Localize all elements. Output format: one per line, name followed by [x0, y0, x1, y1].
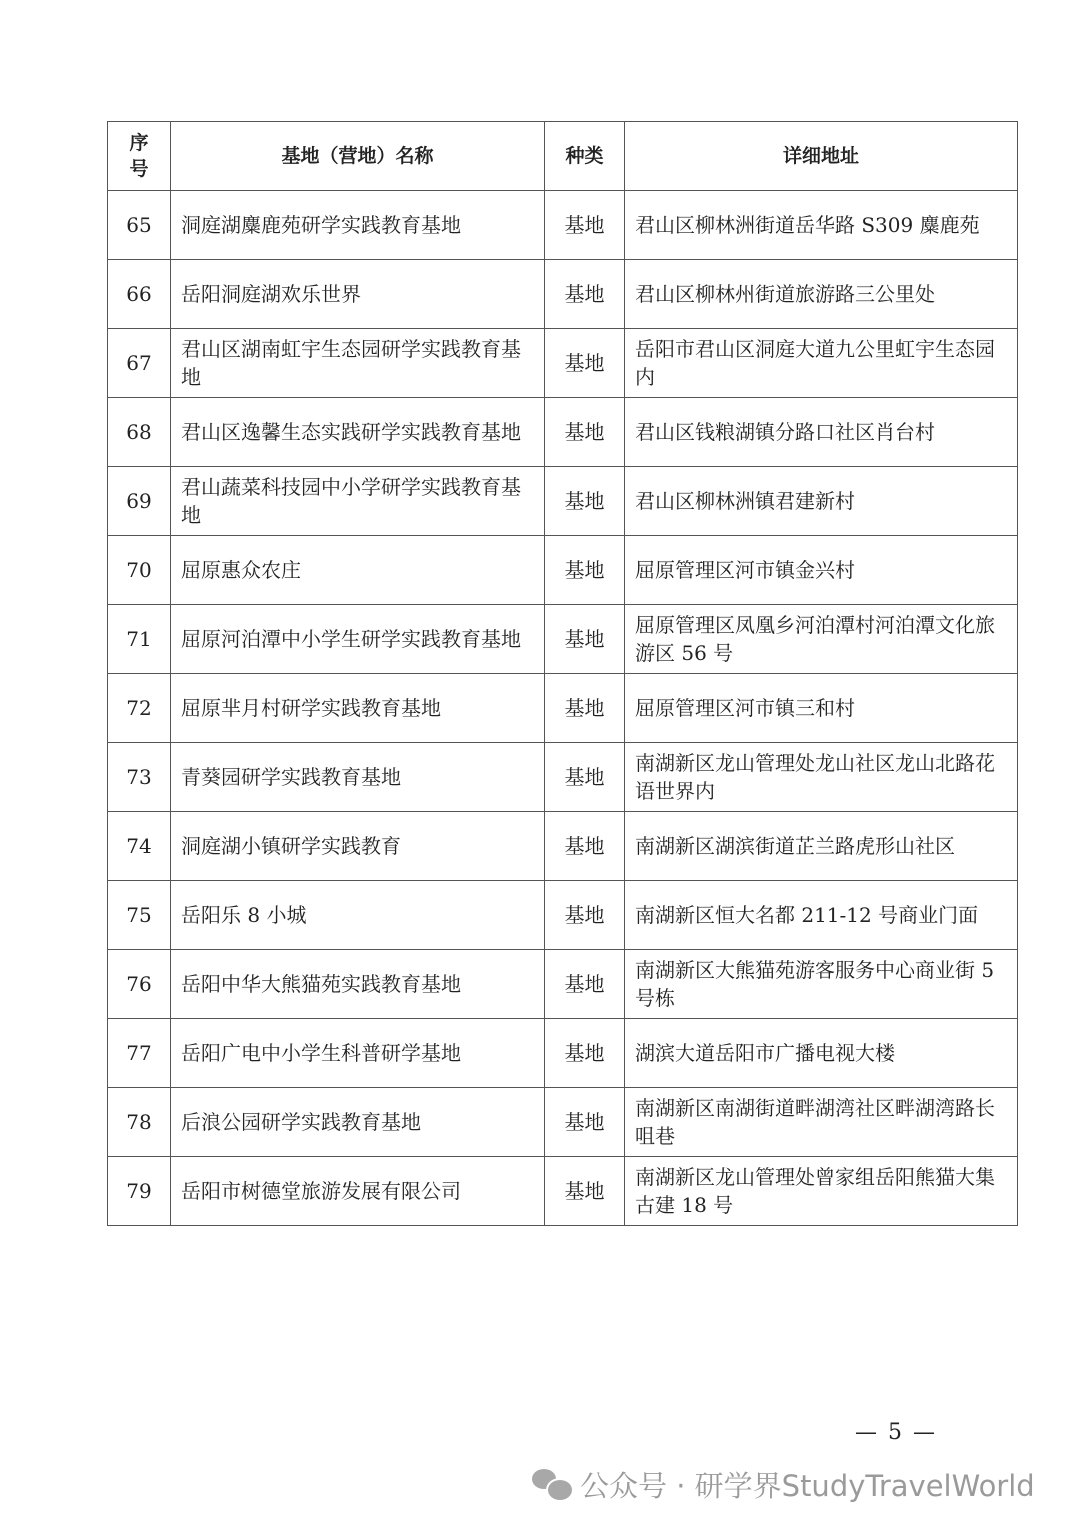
table-row: [108, 1157, 1018, 1226]
base-name: 岳阳市树德堂旅游发展有限公司: [171, 1157, 545, 1226]
row-number: 70: [108, 536, 171, 605]
table-row: [108, 743, 1018, 812]
base-name: 屈原芈月村研学实践教育基地: [171, 674, 545, 743]
base-address: 湖滨大道岳阳市广播电视大楼: [625, 1019, 1018, 1088]
row-number: 66: [108, 260, 171, 329]
row-number: 76: [108, 950, 171, 1019]
base-name: 青葵园研学实践教育基地: [171, 743, 545, 812]
base-address: 君山区柳林洲镇君建新村: [625, 467, 1018, 536]
base-name: 岳阳乐 8 小城: [171, 881, 545, 950]
base-address: 南湖新区恒大名都 211-12 号商业门面: [625, 881, 1018, 950]
header-address: 详细地址: [625, 122, 1018, 191]
row-number: 79: [108, 1157, 171, 1226]
table-row: [108, 329, 1018, 398]
base-address: 南湖新区龙山管理处曾家组岳阳熊猫大集古建 18 号: [625, 1157, 1018, 1226]
table-row: [108, 191, 1018, 260]
base-type: 基地: [545, 467, 625, 536]
table-row: [108, 398, 1018, 467]
table-row: [108, 812, 1018, 881]
header-name: 基地（营地）名称: [171, 122, 545, 191]
base-type: 基地: [545, 605, 625, 674]
base-type: 基地: [545, 191, 625, 260]
base-name: 岳阳广电中小学生科普研学基地: [171, 1019, 545, 1088]
base-type: 基地: [545, 674, 625, 743]
row-number: 71: [108, 605, 171, 674]
header-no-line2: 号: [129, 158, 149, 180]
base-type: 基地: [545, 1088, 625, 1157]
table-row: [108, 1019, 1018, 1088]
base-address: 南湖新区龙山管理处龙山社区龙山北路花语世界内: [625, 743, 1018, 812]
watermark: [532, 1464, 1035, 1504]
page-number: — 5 —: [855, 1420, 937, 1445]
base-address: 屈原管理区凤凰乡河泊潭村河泊潭文化旅游区 56 号: [625, 605, 1018, 674]
watermark-text: 公众号 · 研学界StudyTravelWorld: [580, 1468, 1035, 1503]
row-number: 78: [108, 1088, 171, 1157]
base-name: 君山区湖南虹宇生态园研学实践教育基地: [171, 329, 545, 398]
header-no: [108, 122, 171, 191]
table-row: [108, 536, 1018, 605]
base-type: 基地: [545, 743, 625, 812]
base-type: 基地: [545, 1157, 625, 1226]
base-name: 洞庭湖麋鹿苑研学实践教育基地: [171, 191, 545, 260]
base-name: 屈原河泊潭中小学生研学实践教育基地: [171, 605, 545, 674]
base-type: 基地: [545, 329, 625, 398]
base-address: 君山区柳林洲街道岳华路 S309 麋鹿苑: [625, 191, 1018, 260]
header-type: 种类: [545, 122, 625, 191]
base-type: 基地: [545, 398, 625, 467]
base-address: 屈原管理区河市镇三和村: [625, 674, 1018, 743]
base-name: 洞庭湖小镇研学实践教育: [171, 812, 545, 881]
base-address: 君山区柳林州街道旅游路三公里处: [625, 260, 1018, 329]
row-number: 69: [108, 467, 171, 536]
table-row: [108, 950, 1018, 1019]
table-row: [108, 260, 1018, 329]
base-address: 南湖新区大熊猫苑游客服务中心商业街 5 号栋: [625, 950, 1018, 1019]
base-list-table: [107, 121, 1018, 1226]
table-row: [108, 605, 1018, 674]
header-no-line1: 序: [129, 132, 149, 154]
row-number: 75: [108, 881, 171, 950]
base-type: 基地: [545, 536, 625, 605]
row-number: 73: [108, 743, 171, 812]
base-address: 君山区钱粮湖镇分路口社区肖台村: [625, 398, 1018, 467]
base-name: 岳阳中华大熊猫苑实践教育基地: [171, 950, 545, 1019]
base-name: 屈原惠众农庄: [171, 536, 545, 605]
table-header-row: [108, 122, 1018, 191]
row-number: 67: [108, 329, 171, 398]
base-name: 岳阳洞庭湖欢乐世界: [171, 260, 545, 329]
table-row: [108, 467, 1018, 536]
base-address: 岳阳市君山区洞庭大道九公里虹宇生态园内: [625, 329, 1018, 398]
row-number: 74: [108, 812, 171, 881]
row-number: 72: [108, 674, 171, 743]
base-name: 君山区逸馨生态实践研学实践教育基地: [171, 398, 545, 467]
base-type: 基地: [545, 1019, 625, 1088]
table-row: [108, 881, 1018, 950]
row-number: 77: [108, 1019, 171, 1088]
base-address: 南湖新区湖滨街道芷兰路虎形山社区: [625, 812, 1018, 881]
base-type: 基地: [545, 812, 625, 881]
row-number: 65: [108, 191, 171, 260]
base-address: 南湖新区南湖街道畔湖湾社区畔湖湾路长咀巷: [625, 1088, 1018, 1157]
table-row: [108, 674, 1018, 743]
base-type: 基地: [545, 260, 625, 329]
base-type: 基地: [545, 881, 625, 950]
base-name: 后浪公园研学实践教育基地: [171, 1088, 545, 1157]
base-type: 基地: [545, 950, 625, 1019]
base-address: 屈原管理区河市镇金兴村: [625, 536, 1018, 605]
row-number: 68: [108, 398, 171, 467]
table-row: [108, 1088, 1018, 1157]
wechat-icon: [532, 1467, 572, 1501]
base-name: 君山蔬菜科技园中小学研学实践教育基地: [171, 467, 545, 536]
